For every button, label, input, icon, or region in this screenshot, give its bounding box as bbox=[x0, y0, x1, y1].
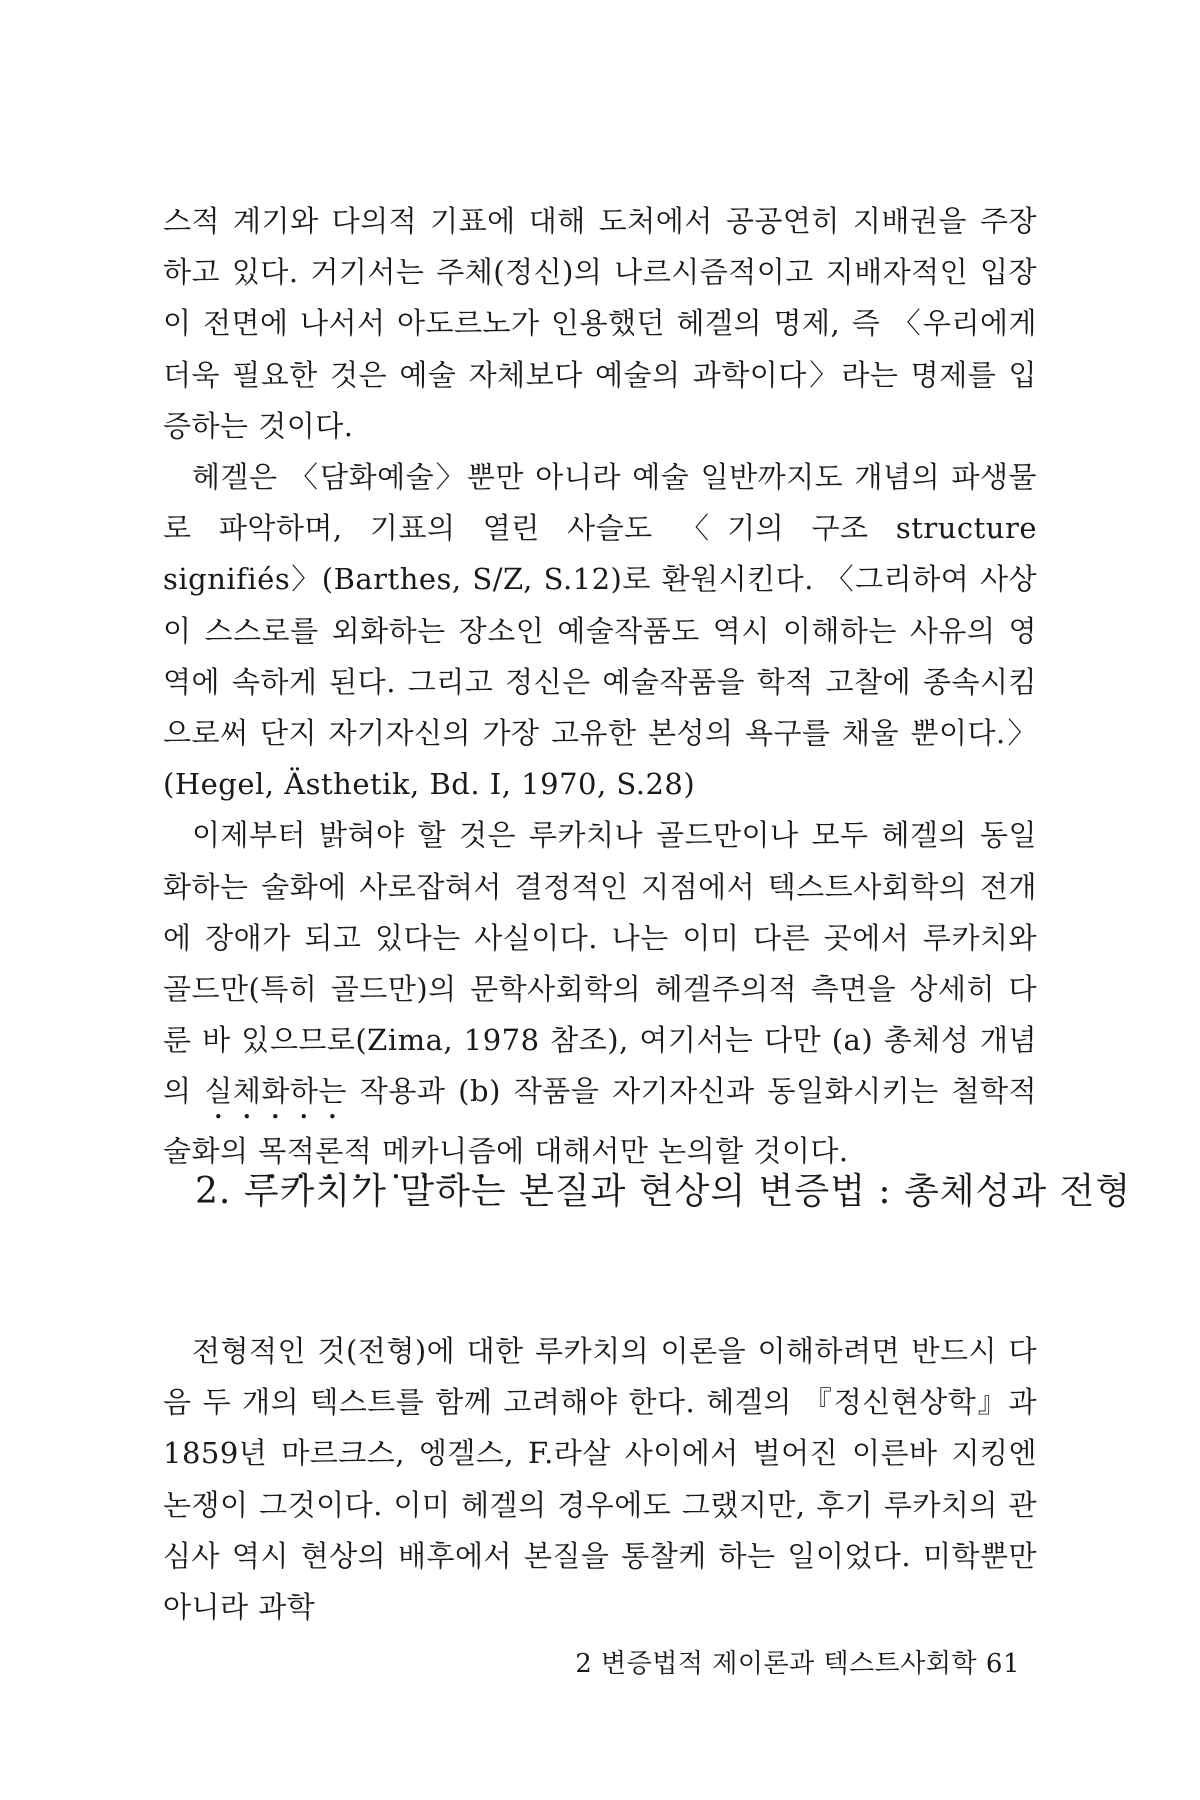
emphasis-substantializing: 실체화하는 bbox=[204, 1074, 347, 1109]
body-text-top bbox=[163, 196, 1037, 1186]
paragraph-2: 헤겔은 〈담화예술〉뿐만 아니라 예술 일반까지도 개념의 파생물로 파악하며, 기표의 열린 사슬도 〈기의 구조 structure signifiés〉(Barthes, S/Z, S.12)로 환원시킨다. 〈그리하여 사상이 스스로를 외화하는 장소인 예술작품도 역시 이해하는 사유의 영역에 속하게 된다. 그리고 정신은 예술작품을 학적 고찰에 종속시킴으로써 단지 자기자신의 가장 고유한 본성의 욕구를 채울 뿐이다.〉(Hegel, Ästhetik, Bd. I, 1970, S.28) bbox=[163, 460, 1037, 802]
section-heading: 2. 루카치가 말하는 본질과 현상의 변증법 : 총체성과 전형 bbox=[195, 1171, 1132, 1212]
paragraph-1: 스적 계기와 다의적 기표에 대해 도처에서 공공연히 지배권을 주장하고 있다. 거기서는 주체(정신)의 나르시즘적이고 지배자적인 입장이 전면에 나서서 아도르노가 인용했던 헤겔의 명제, 즉 〈우리에게 더욱 필요한 것은 예술 자체보다 예술의 과학이다〉라는 명제를 입증하는 것이다. bbox=[163, 204, 1037, 443]
paragraph-3-text-c: 에 대해서만 논의할 것이다. bbox=[496, 1134, 849, 1169]
body-text-bottom bbox=[163, 1326, 1037, 1633]
emphasis-teleological-mechanism: 목적론적 메카니즘 bbox=[258, 1134, 497, 1169]
paragraph-3-text-a: 이제부터 밝혀야 할 것은 루카치나 골드만이나 모두 헤겔의 동일화하는 술화에 사로잡혀서 결정적인 지점에서 텍스트사회학의 전개에 장애가 되고 있다는 사실이다. 나는 이미 다른 곳에서 루카치와 골드만(특히 골드만)의 문학사회학의 헤겔주의적 측면을 상세히 다룬 바 있으므로(Zima, 1978 참조), 여기서는 다만 (a) 총체성 개념의 bbox=[163, 818, 1037, 1109]
paragraph-3 bbox=[163, 810, 1037, 1186]
paragraph-4: 전형적인 것(전형)에 대한 루카치의 이론을 이해하려면 반드시 다음 두 개의 텍스트를 함께 고려해야 한다. 헤겔의 『정신현상학』과 1859년 마르크스, 엥겔스, F.라살 사이에서 벌어진 이른바 지킹엔 논쟁이 그것이다. 이미 헤겔의 경우에도 그랬지만, 후기 루카치의 관심사 역시 현상의 배후에서 본질을 통찰케 하는 일이었다. 미학뿐만 아니라 과학 bbox=[163, 1334, 1037, 1625]
paragraph-3-text-b: 작용과 (b) 작품을 자기자신과 동일화시키는 철학적 술화의 bbox=[163, 1074, 1037, 1169]
running-footer: 2 변증법적 제이론과 텍스트사회학 61 bbox=[575, 1649, 1020, 1679]
